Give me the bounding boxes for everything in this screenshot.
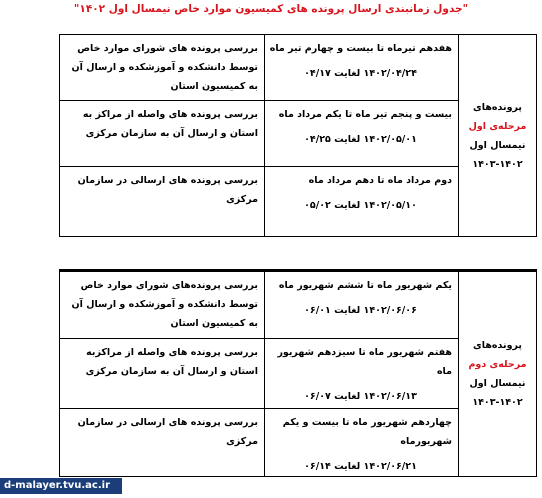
phase-stage-label: مرحله‌ی دوم <box>468 359 527 370</box>
table-row <box>60 35 537 101</box>
phase-label: پرونده‌های <box>473 340 522 351</box>
phase-cell <box>459 271 537 477</box>
period-text: یکم شهریور ماه تا ششم شهریور ماه <box>278 280 452 291</box>
site-watermark: d-malayer.tvu.ac.ir <box>0 478 122 494</box>
phase-stage-label: مرحله‌ی اول <box>468 120 527 132</box>
period-dates: ۱۴۰۲/۰۵/۱۰ لغایت ۰۵/۰۲ <box>304 200 417 211</box>
table-row <box>60 271 537 339</box>
phase-year-label: ۱۴۰۳-۱۴۰۲ <box>472 158 523 170</box>
task-cell: بررسی پرونده‌های شورای موارد خاص توسط دانشکده و آموزشکده و ارسال آن به کمیسیون استان <box>60 271 265 339</box>
period-dates: ۱۴۰۲/۰۶/۱۳ لغایت ۰۶/۰۷ <box>304 391 417 402</box>
phase-label: پرونده‌های <box>473 101 522 113</box>
period-cell <box>265 339 459 409</box>
period-text: چهاردهم شهریور ماه تا بیست و یکم شهریورماه <box>282 417 452 447</box>
task-cell: بررسی پرونده های شورای موارد خاص توسط دانشکده و آموزشکده و ارسال آن به کمیسیون استان <box>60 35 265 101</box>
task-cell: بررسی پرونده های واصله از مراکز به استان و ارسال آن به سازمان مرکزی <box>60 101 265 167</box>
period-cell <box>265 101 459 167</box>
period-cell <box>265 167 459 237</box>
schedule-table-phase-2 <box>59 269 537 477</box>
period-text: هفدهم تیرماه تا بیست و چهارم تیر ماه <box>269 43 452 54</box>
schedule-table-phase-1 <box>59 34 537 237</box>
phase-semester-label: نیمسال اول <box>469 378 526 389</box>
period-text: هفتم شهریور ماه تا سیزدهم شهریور ماه <box>277 347 452 377</box>
period-dates: ۱۴۰۲/۰۵/۰۱ لغایت ۰۴/۲۵ <box>304 134 417 145</box>
phase-year-label: ۱۴۰۳-۱۴۰۲ <box>472 397 523 408</box>
task-cell: بررسی پرونده های ارسالی در سازمان مرکزی <box>60 167 265 237</box>
task-cell: بررسی پرونده های ارسالی در سازمان مرکزی <box>60 409 265 477</box>
period-text: دوم مرداد ماه تا دهم مرداد ماه <box>308 175 452 186</box>
document-title: "جدول زمانبندی ارسال پرونده های کمیسیون موارد خاص نیمسال اول ۱۴۰۲" <box>73 3 469 15</box>
period-dates: ۱۴۰۲/۰۶/۲۱ لغایت ۰۶/۱۴ <box>304 461 417 472</box>
period-dates: ۱۴۰۲/۰۴/۲۴ لغایت ۰۴/۱۷ <box>304 68 417 79</box>
period-cell <box>265 35 459 101</box>
period-text: بیست و پنجم تیر ماه تا یکم مرداد ماه <box>278 109 452 120</box>
period-cell <box>265 409 459 477</box>
task-cell: بررسی پرونده های واصله از مراکزبه استان و ارسال آن به سازمان مرکزی <box>60 339 265 409</box>
period-cell <box>265 271 459 339</box>
period-dates: ۱۴۰۲/۰۶/۰۶ لغایت ۰۶/۰۱ <box>304 305 417 316</box>
phase-cell <box>459 35 537 237</box>
phase-semester-label: نیمسال اول <box>469 139 526 151</box>
